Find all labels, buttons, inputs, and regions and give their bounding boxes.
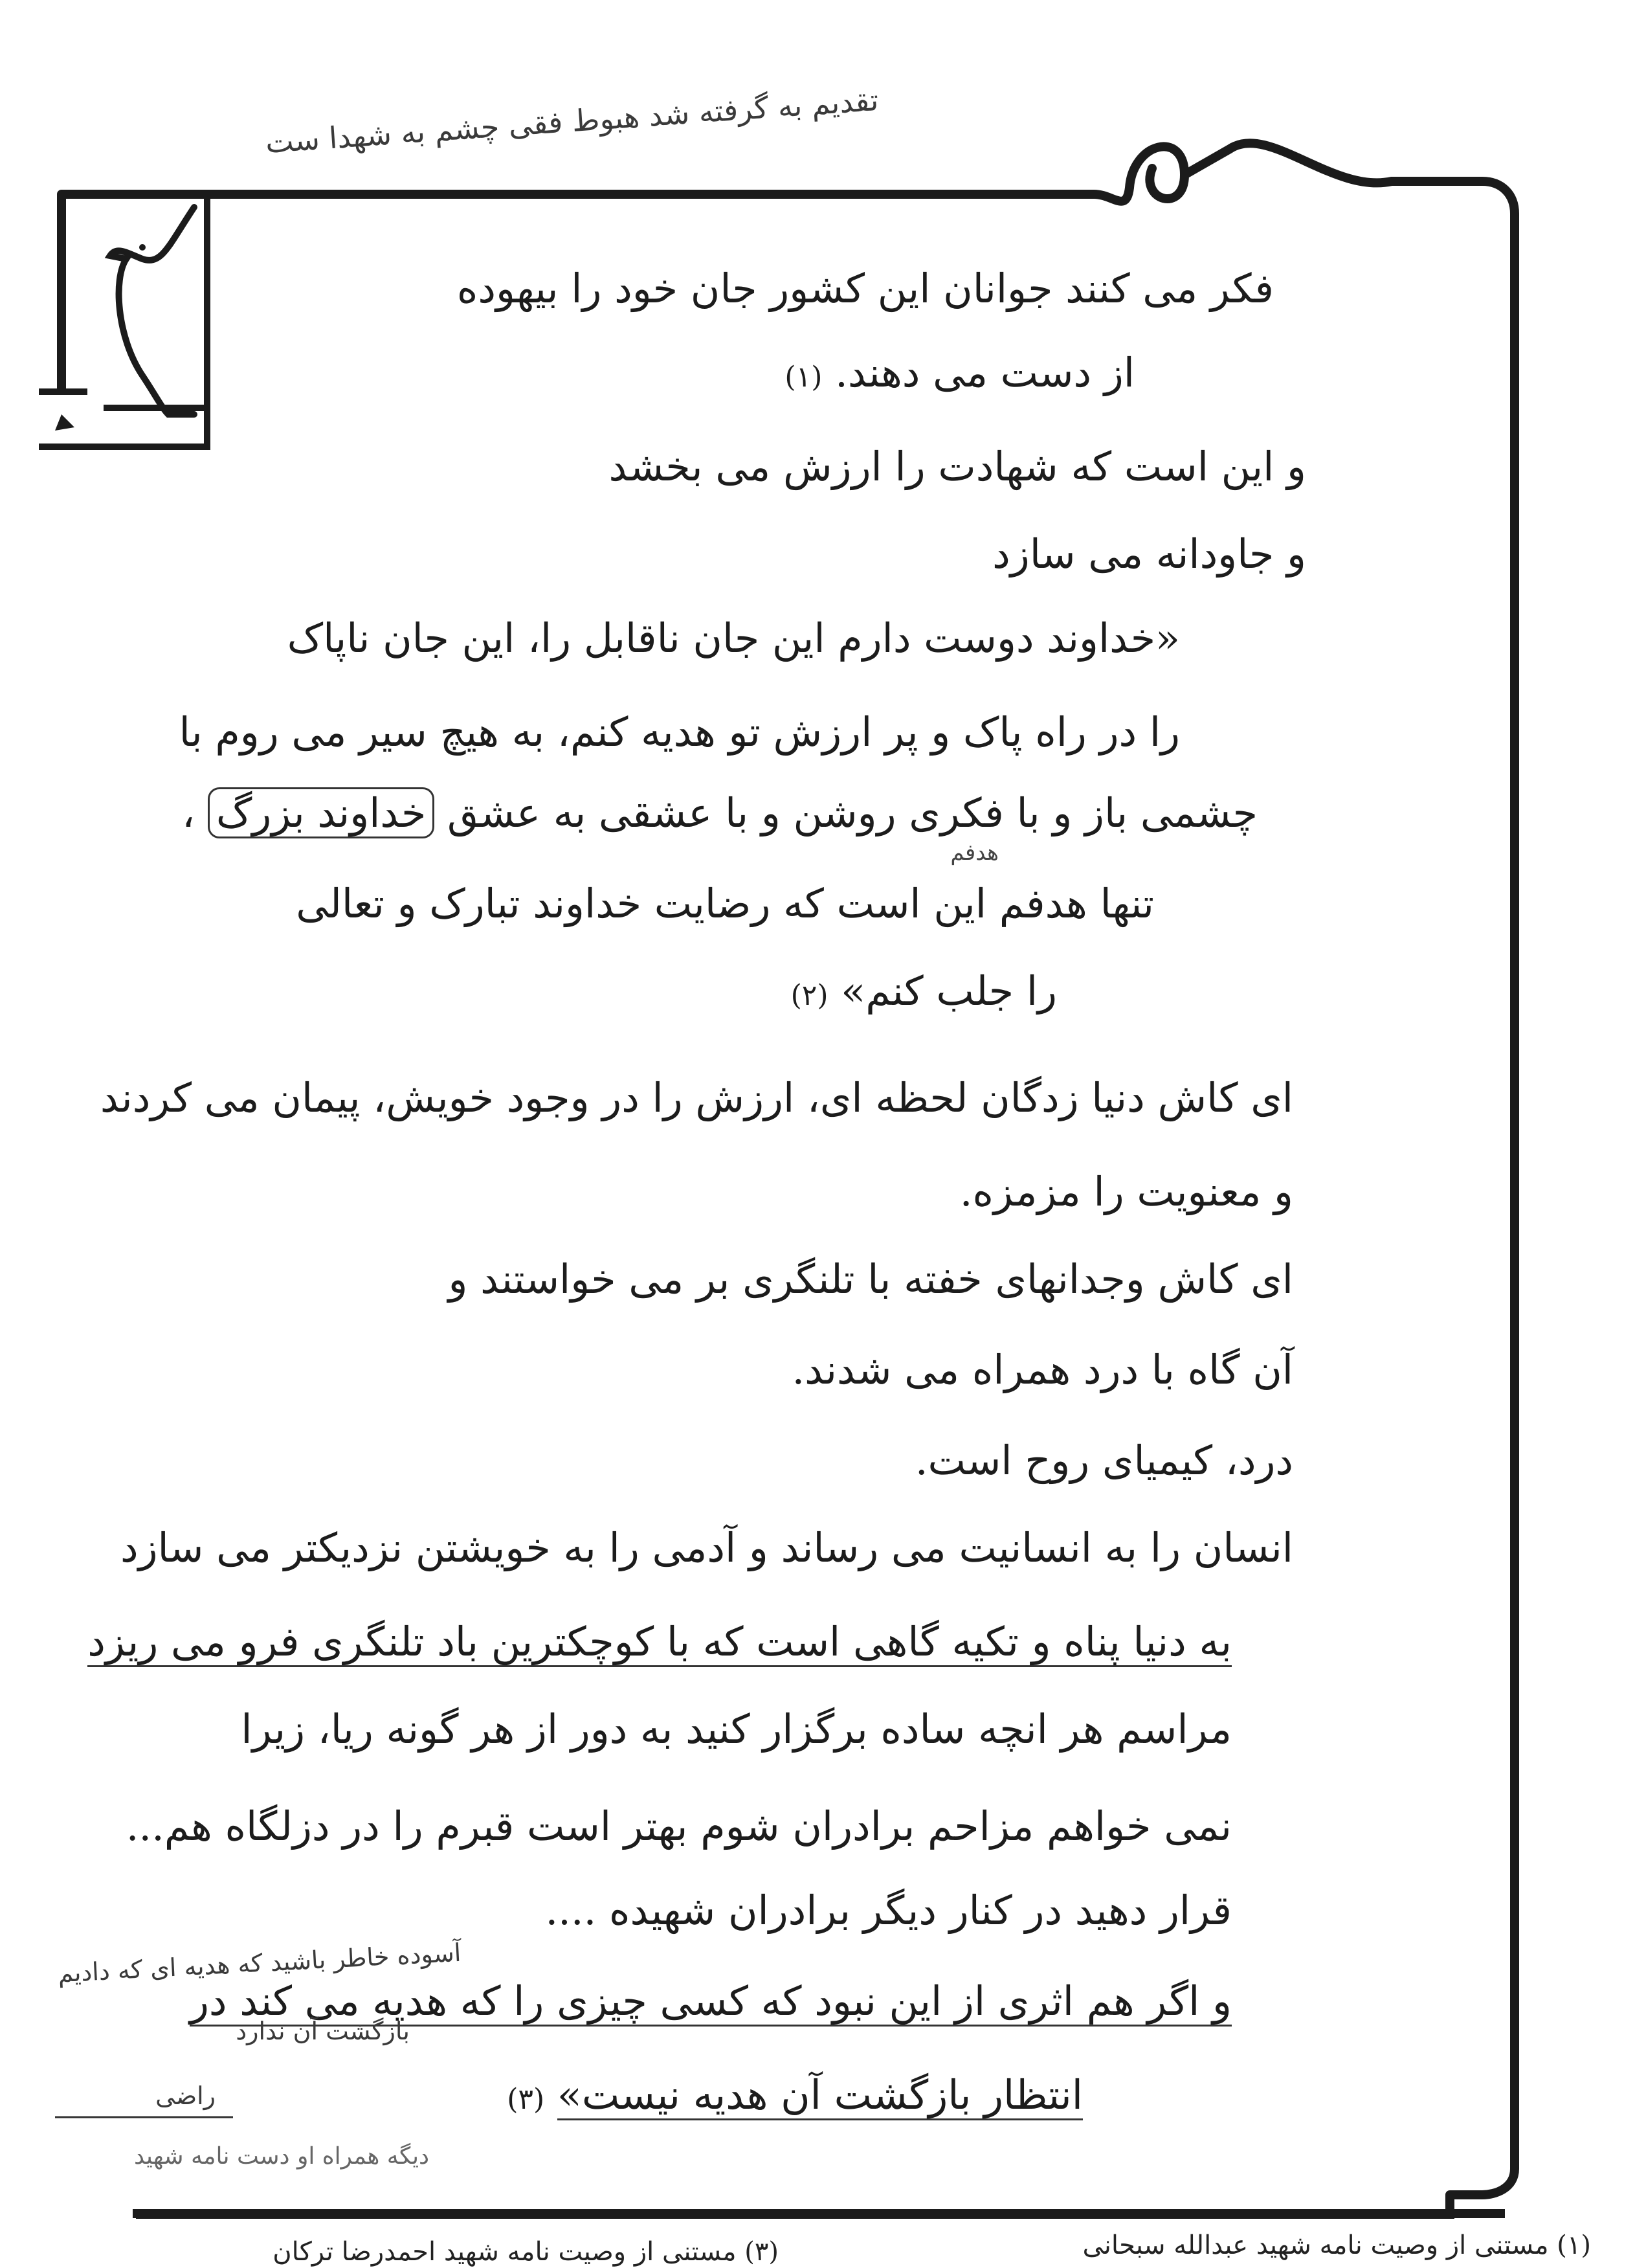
ref-marker-3: (۳) — [507, 2083, 545, 2116]
body-line-20-text: و اگر هم اثری از این نبود که کسی چیزی را که هدیه می کند در — [190, 1977, 1232, 2027]
dove-logo-icon — [110, 207, 194, 414]
body-line-21-text: انتظار بازگشت آن هدیه نیست» — [557, 2071, 1083, 2120]
body-line-9-text: را جلب کنم» — [841, 967, 1057, 1015]
body-line-8-above: هدفم — [950, 840, 999, 866]
top-note: تقدیم به گرفته شد هبوط فقی چشم به شهدا ست — [264, 82, 880, 161]
body-line-12: ای کاش وجدانهای خفته با تلنگری بر می خواستند و — [448, 1255, 1293, 1303]
margin-note-1: آسوده خاطر باشید که هدیه ای که دادیم — [57, 1938, 462, 1988]
margin-note-3: راضی — [155, 2082, 216, 2110]
body-line-17: مراسم هر انچه ساده برگزار کنید به دور از هر گونه ریا، زیرا — [241, 1705, 1232, 1753]
body-line-3: و این است که شهادت را ارزش می بخشد — [608, 443, 1306, 490]
body-line-2-text: از دست می دهند. — [835, 349, 1135, 396]
body-line-4: و جاودانه می سازد — [992, 530, 1306, 578]
body-line-16-text: به دنیا پناه و تکیه گاهی است که با کوچکترین باد تلنگری فرو می ریزد — [87, 1618, 1232, 1667]
body-line-7 — [182, 789, 1258, 836]
body-line-5: «خداوند دوست دارم این جان ناقابل را، این جان ناپاک — [287, 614, 1180, 662]
body-line-10: ای کاش دنیا زدگان لحظه ای، ارزش را در وجود خویش، پیمان می کردند — [100, 1074, 1293, 1121]
body-line-21 — [507, 2071, 1083, 2118]
margin-note-4: دیگه همراه او دست نامه شهید — [134, 2143, 429, 2170]
body-line-15: انسان را به انسانیت می رساند و آدمی را به خویشتن نزدیکتر می سازد — [120, 1524, 1293, 1571]
footnote-3: (۳) مستنی از وصیت نامه شهید احمدرضا ترکان — [272, 2237, 779, 2267]
boxed-phrase: خداوند بزرگ — [208, 787, 434, 838]
body-line-16 — [87, 1618, 1232, 1665]
body-line-1: فکر می کنند جوانان این کشور جان خود را بیهوده — [456, 265, 1274, 312]
body-line-18: نمی خواهم مزاحم برادران شوم بهتر است قبرم را در دزلگاه هم... — [126, 1802, 1232, 1850]
body-line-14: درد، کیمیای روح است. — [915, 1437, 1293, 1484]
ref-marker-1: (۱) — [784, 361, 823, 394]
body-line-11: و معنویت را مزمزه. — [959, 1168, 1293, 1215]
body-line-2 — [784, 349, 1135, 396]
body-line-8: تنها هدفم این است که رضایت خداوند تبارک و تعالی — [296, 880, 1154, 927]
body-line-13: آن گاه با درد همراه می شدند. — [792, 1346, 1293, 1393]
footnote-1: (۱) مستنی از وصیت نامه شهید عبدالله سبحانی — [1082, 2230, 1591, 2260]
body-line-19: قرار دهید در کنار دیگر برادران شهیده .... — [545, 1887, 1232, 1934]
body-line-7-text: چشمی باز و با فکری روشن و با عشقی به عشق — [447, 789, 1258, 836]
body-line-6: را در راه پاک و پر ارزش تو هدیه کنم، به هیچ سیر می روم با — [179, 708, 1180, 756]
body-line-20 — [189, 1977, 1232, 2025]
ref-marker-2: (۲) — [790, 979, 829, 1012]
margin-note-2: بازگشت آن ندارد — [236, 2017, 410, 2045]
body-line-9 — [790, 967, 1057, 1015]
body-line-7-end: ، — [182, 789, 195, 836]
